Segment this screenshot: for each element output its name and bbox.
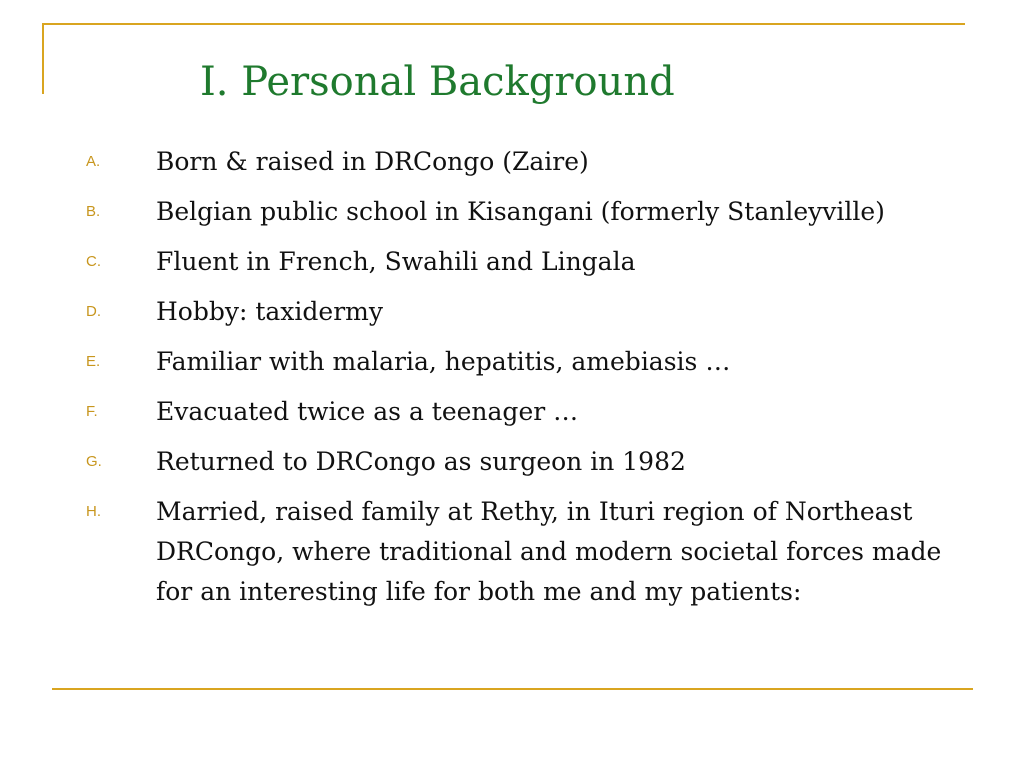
list-item — [86, 192, 966, 232]
frame-left-line — [42, 23, 44, 94]
slide-title: I. Personal Background — [200, 59, 675, 105]
list-item-text: Familiar with malaria, hepatitis, amebiasis … — [156, 347, 731, 376]
list-item-text: Hobby: taxidermy — [156, 297, 383, 326]
frame-bottom-line — [52, 688, 973, 690]
list-item-text: Belgian public school in Kisangani (formerly Stanleyville) — [156, 197, 885, 226]
list-marker: C. — [86, 253, 101, 270]
bullet-list — [86, 142, 966, 622]
list-marker: F. — [86, 403, 98, 420]
list-marker: G. — [86, 453, 102, 470]
list-marker: D. — [86, 303, 101, 320]
list-item-text: Married, raised family at Rethy, in Ituri region of Northeast DRCongo, where traditional and modern societal forces made for an interesting life for both me and my patients: — [156, 497, 942, 606]
list-item — [86, 292, 966, 332]
list-item-text: Born & raised in DRCongo (Zaire) — [156, 147, 589, 176]
list-item — [86, 242, 966, 282]
list-marker: A. — [86, 153, 101, 170]
list-item-text: Evacuated twice as a teenager … — [156, 397, 579, 426]
list-marker: E. — [86, 353, 101, 370]
list-item — [86, 342, 966, 382]
list-marker: H. — [86, 503, 101, 520]
list-item — [86, 392, 966, 432]
list-item-text: Returned to DRCongo as surgeon in 1982 — [156, 447, 686, 476]
list-item — [86, 492, 966, 612]
list-item — [86, 442, 966, 482]
list-item-text: Fluent in French, Swahili and Lingala — [156, 247, 636, 276]
list-marker: B. — [86, 203, 101, 220]
list-item — [86, 142, 966, 182]
frame-top-line — [42, 23, 965, 25]
